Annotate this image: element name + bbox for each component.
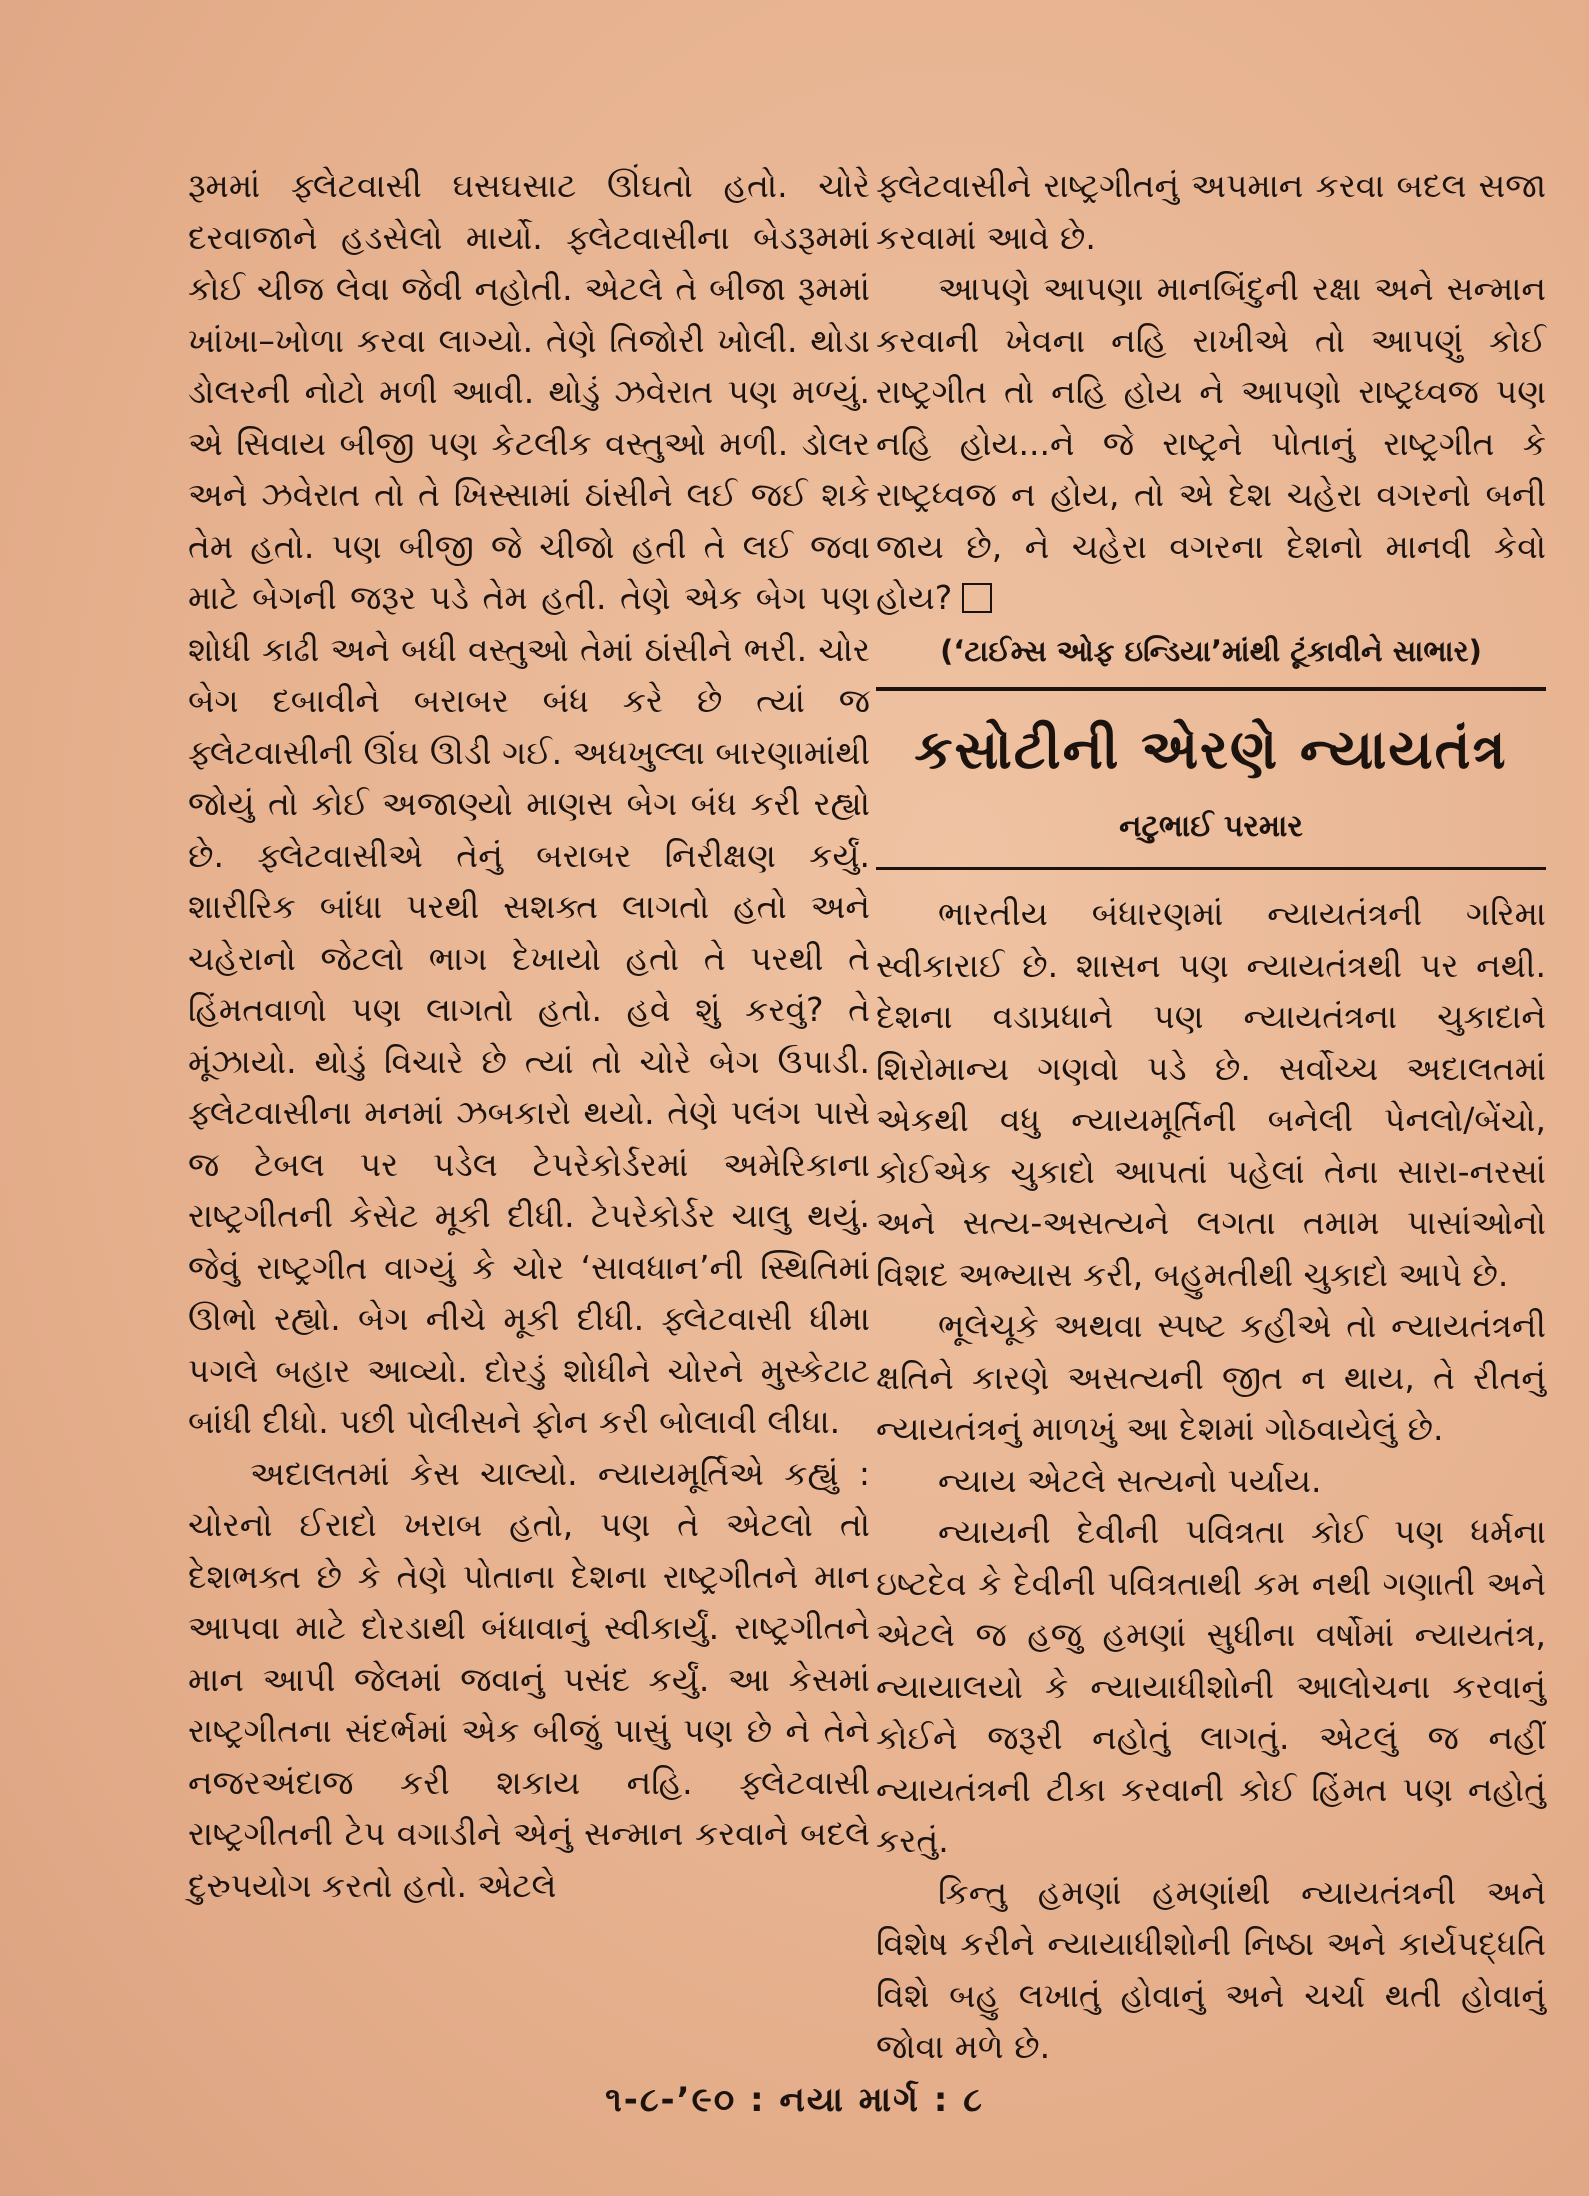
closing-text: આપણે આપણા માનબિંદુની રક્ષા અને સન્માન કરવાની ખેવના નહિ રાખીએ તો આપણું કોઈ રાષ્ટ્રગીત તો નહિ હોય ને આપણો રાષ્ટ્રધ્વજ પણ નહિ હોય...ને જે રાષ્ટ્રને પોતાનું રાષ્ટ્રગીત કે રાષ્ટ્રધ્વજ ન હોય, તો એ દેશ ચહેરા વગરનો બની જાય છે, ને ચહેરા વગરના દેશનો માનવી કેવો હોય?	[876, 269, 1546, 617]
end-mark-box-icon	[962, 583, 992, 613]
article-byline: નટુભાઈ પરમાર	[1119, 809, 1303, 844]
right-column	[876, 160, 1546, 2073]
article-paragraph-3: ન્યાય એટલે સત્યનો પર્યાય.	[938, 1460, 1322, 1500]
source-credit: (‘ટાઈમ્સ ઓફ ઇન્ડિયા’માંથી ટૂંકાવીને સાભાર)	[940, 633, 1482, 668]
story-paragraph-2: અદાલતમાં કેસ ચાલ્યો. ન્યાયમૂર્તિએ કહ્યું : ચોરનો ઈરાદો ખરાબ હતો, પણ તે એટલો તો દેશભક્ત છે કે તેણે પોતાના દેશના રાષ્ટ્રગીતને માન આપવા માટે દોરડાથી બંધાવાનું સ્વીકાર્યું. રાષ્ટ્રગીતને માન આપી જેલમાં જવાનું પસંદ કર્યું. આ કેસમાં રાષ્ટ્રગીતના સંદર્ભમાં એક બીજું પાસું પણ છે ને તેને નજરઅંદાજ કરી શકાય નહિ. ફ્લેટવાસી રાષ્ટ્રગીતની ટેપ વગાડીને એનું સન્માન કરવાને બદલે દુરુપયોગ કરતો હતો. એટલે	[188, 1453, 870, 1905]
article-paragraph-2: ભૂલેચૂકે અથવા સ્પષ્ટ કહીએ તો ન્યાયતંત્રની ક્ષતિને કારણે અસત્યની જીત ન થાય, તે રીતનું ન્યાયતંત્રનું માળખું આ દેશમાં ગોઠવાયેલું છે.	[876, 1306, 1546, 1448]
article-headline: કસોટીની એરણે ન્યાયતંત્ર	[914, 718, 1508, 781]
story-continuation: ફ્લેટવાસીને રાષ્ટ્રગીતનું અપમાન કરવા બદલ સજા કરવામાં આવે છે.	[876, 166, 1546, 257]
article-paragraph-5: કિન્તુ હમણાં હમણાંથી ન્યાયતંત્રની અને વિશેષ કરીને ન્યાયાધીશોની નિષ્ઠા અને કાર્યપદ્ધતિ વિશે બહુ લખાતું હોવાનું અને ચર્ચા થતી હોવાનું જોવા મળે છે.	[876, 1872, 1546, 2066]
page-footer: ૧-૮-’૯૦ : નયા માર્ગ : ૮	[605, 2080, 984, 2120]
byline-divider	[876, 867, 1546, 870]
section-divider	[876, 687, 1546, 691]
story-closing-paragraph	[876, 263, 1546, 624]
left-column	[188, 160, 870, 1911]
article-paragraph-1: ભારતીય બંધારણમાં ન્યાયતંત્રની ગરિમા સ્વીકારાઈ છે. શાસન પણ ન્યાયતંત્રથી પર નથી. દેશના વડાપ્રધાને પણ ન્યાયતંત્રના ચુકાદાને શિરોમાન્ય ગણવો પડે છે. સર્વોચ્ચ અદાલતમાં એકથી વધુ ન્યાયમૂર્તિની બનેલી પેનલો/બેંચો, કોઈએક ચુકાદો આપતાં પહેલાં તેના સારા-નરસાં અને સત્ય-અસત્યને લગતા તમામ પાસાંઓનો વિશદ અભ્યાસ કરી, બહુમતીથી ચુકાદો આપે છે.	[876, 894, 1546, 1294]
story-paragraph-1: રૂમમાં ફ્લેટવાસી ઘસઘસાટ ઊંઘતો હતો. ચોરે દરવાજાને હડસેલો માર્યો. ફ્લેટવાસીના બેડરૂમમાં કોઈ ચીજ લેવા જેવી નહોતી. એટલે તે બીજા રૂમમાં ખાંખા–ખોળા કરવા લાગ્યો. તેણે તિજોરી ખોલી. થોડા ડોલરની નોટો મળી આવી. થોડું ઝવેરાત પણ મળ્યું. એ સિવાય બીજી પણ કેટલીક વસ્તુઓ મળી. ડોલર અને ઝવેરાત તો તે ખિસ્સામાં ઠાંસીને લઈ જઈ શકે તેમ હતો. પણ બીજી જે ચીજો હતી તે લઈ જવા માટે બેગની જરૂર પડે તેમ હતી. તેણે એક બેગ પણ શોધી કાઢી અને બધી વસ્તુઓ તેમાં ઠાંસીને ભરી. ચોર બેગ દબાવીને બરાબર બંધ કરે છે ત્યાં જ ફ્લેટવાસીની ઊંઘ ઊડી ગઈ. અધખુલ્લા બારણામાંથી જોયું તો કોઈ અજાણ્યો માણસ બેગ બંધ કરી રહ્યો છે. ફ્લેટવાસીએ તેનું બરાબર નિરીક્ષણ કર્યું. શારીરિક બાંધા પરથી સશક્ત લાગતો હતો અને ચહેરાનો જેટલો ભાગ દેખાયો હતો તે પરથી તે હિંમતવાળો પણ લાગતો હતો. હવે શું કરવું? તે મૂંઝાયો. થોડું વિચારે છે ત્યાં તો ચોરે બેગ ઉપાડી. ફ્લેટવાસીના મનમાં ઝબકારો થયો. તેણે પલંગ પાસે જ ટેબલ પર પડેલ ટેપરેકોર્ડરમાં અમેરિકાના રાષ્ટ્રગીતની કેસેટ મૂકી દીધી. ટેપરેકોર્ડર ચાલુ થયું. જેવું રાષ્ટ્રગીત વાગ્યું કે ચોર ‘સાવધાન’ની સ્થિતિમાં ઊભો રહ્યો. બેગ નીચે મૂકી દીધી. ફ્લેટવાસી ધીમા પગલે બહાર આવ્યો. દોરડું શોધીને ચોરને મુસ્કેટાટ બાંધી દીધો. પછી પોલીસને ફોન કરી બોલાવી લીધા.	[188, 166, 870, 1441]
article-paragraph-4: ન્યાયની દેવીની પવિત્રતા કોઈ પણ ધર્મના ઇષ્ટદેવ કે દેવીની પવિત્રતાથી કમ નથી ગણાતી અને એટલે જ હજુ હમણાં સુધીના વર્ષોમાં ન્યાયતંત્ર, ન્યાયાલયો કે ન્યાયાધીશોની આલોચના કરવાનું કોઈને જરૂરી નહોતું લાગતું. એટલું જ નહીં ન્યાયતંત્રની ટીકા કરવાની કોઈ હિંમત પણ નહોતું કરતું.	[876, 1512, 1546, 1860]
